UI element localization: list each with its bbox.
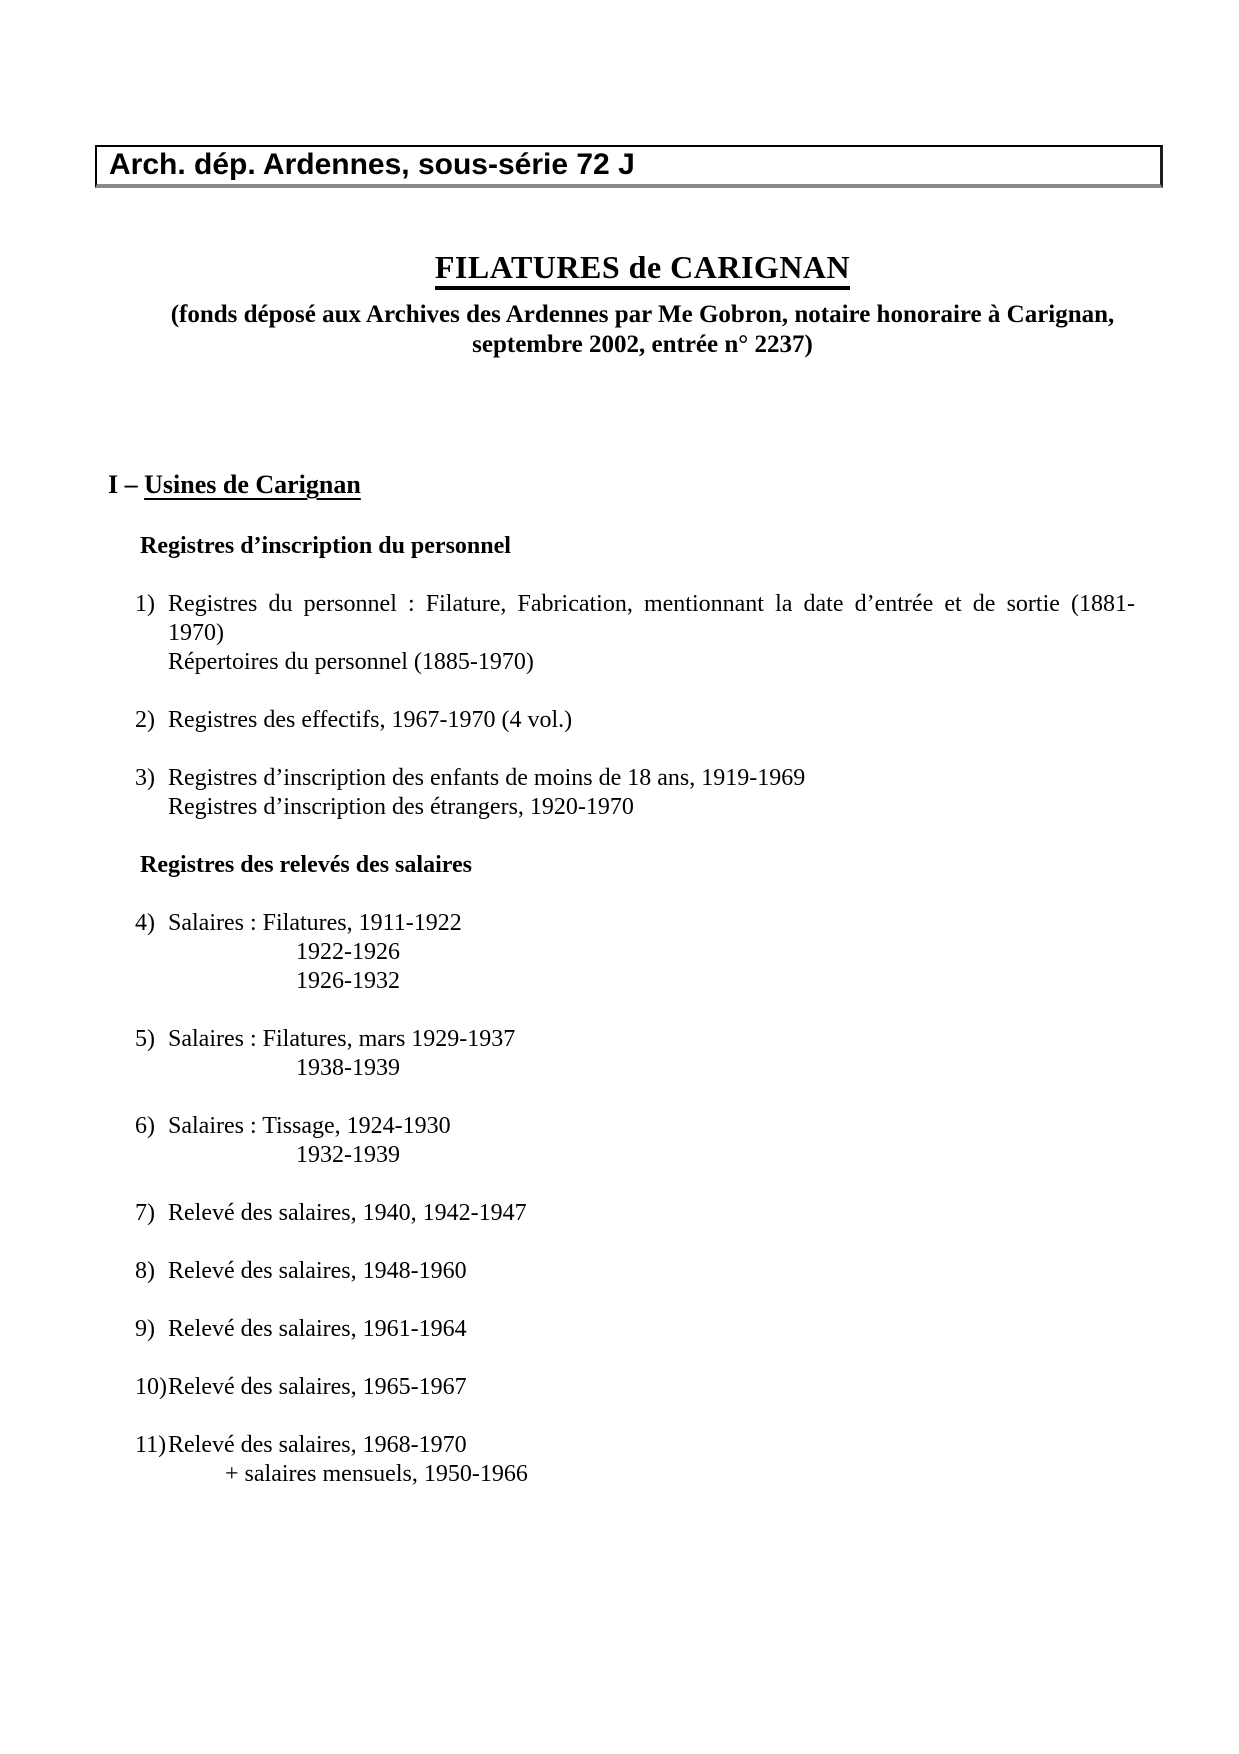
item-number: 11) [135,1432,167,1458]
item-line: 1926-1932 [296,968,400,994]
item-lines [168,706,1135,735]
list-item [135,764,1135,822]
item-lines [168,1373,1135,1402]
item-number: 7) [135,1200,155,1226]
item-line: Salaires : Filatures, mars 1929-1937 [168,1026,516,1052]
list-item [135,1025,1135,1083]
item-number: 1) [135,591,155,617]
archive-reference-label: Arch. dép. Ardennes, sous-série 72 J [109,148,635,181]
item-line: 1922-1926 [296,939,400,965]
item-line: 1932-1939 [296,1142,400,1168]
section-numeral: I – [108,470,145,499]
item-number: 6) [135,1113,155,1139]
item-number: 2) [135,707,155,733]
subtitle-line-1: (fonds déposé aux Archives des Ardennes par Me Gobron, notaire honoraire à Carignan, [170,301,1115,328]
list-item [135,1112,1135,1170]
item-line: + salaires mensuels, 1950-1966 [225,1461,528,1487]
item-lines [168,909,1135,996]
title-block [150,250,1135,290]
item-lines [168,590,1135,677]
item-line: Registres d’inscription des enfants de moins de 18 ans, 1919-1969 [168,765,806,791]
item-line: Répertoires du personnel (1885-1970) [168,649,534,675]
list-item [135,1315,1135,1344]
section-heading [108,470,1135,499]
item-line: Relevé des salaires, 1948-1960 [168,1258,467,1284]
list-item [135,590,1135,677]
item-lines [168,1431,1135,1489]
item-line: Registres d’inscription des étrangers, 1920-1970 [168,794,634,820]
section-label: Usines de Carignan [144,470,361,499]
item-number: 3) [135,765,155,791]
item-lines [168,1199,1135,1228]
item-line: Salaires : Filatures, 1911-1922 [168,910,462,936]
item-number: 4) [135,910,155,936]
item-number: 5) [135,1026,155,1052]
item-lines [168,1257,1135,1286]
item-lines [168,1025,1135,1083]
list-item [135,1373,1135,1402]
item-line: Relevé des salaires, 1965-1967 [168,1374,467,1400]
item-line: 1938-1939 [296,1055,400,1081]
item-number: 9) [135,1316,155,1342]
archive-reference-box [95,145,1163,188]
item-line: Relevé des salaires, 1968-1970 [168,1432,467,1458]
item-lines [168,764,1135,822]
list-item [135,1199,1135,1228]
item-line: Salaires : Tissage, 1924-1930 [168,1113,451,1139]
item-line: Registres du personnel : Filature, Fabrication, mentionnant la date d’entrée et de sortie (1881- [168,591,1135,617]
subsection-heading: Registres d’inscription du personnel [140,533,511,559]
item-lines [168,1315,1135,1344]
item-line: 1970) [168,620,224,646]
item-line: Registres des effectifs, 1967-1970 (4 vol.) [168,707,573,733]
list-item [135,1257,1135,1286]
list-item [135,706,1135,735]
item-lines [168,1112,1135,1170]
content-blocks [95,532,1135,1489]
list-item [135,1431,1135,1489]
item-line: Relevé des salaires, 1940, 1942-1947 [168,1200,527,1226]
item-number: 10) [135,1374,167,1400]
item-number: 8) [135,1258,155,1284]
list-item [135,909,1135,996]
subsection-heading: Registres des relevés des salaires [140,852,472,878]
document-title: FILATURES de CARIGNAN [435,250,850,290]
item-line: Relevé des salaires, 1961-1964 [168,1316,467,1342]
subtitle-line-2: septembre 2002, entrée n° 2237) [472,331,813,358]
document-subtitle [150,300,1135,360]
